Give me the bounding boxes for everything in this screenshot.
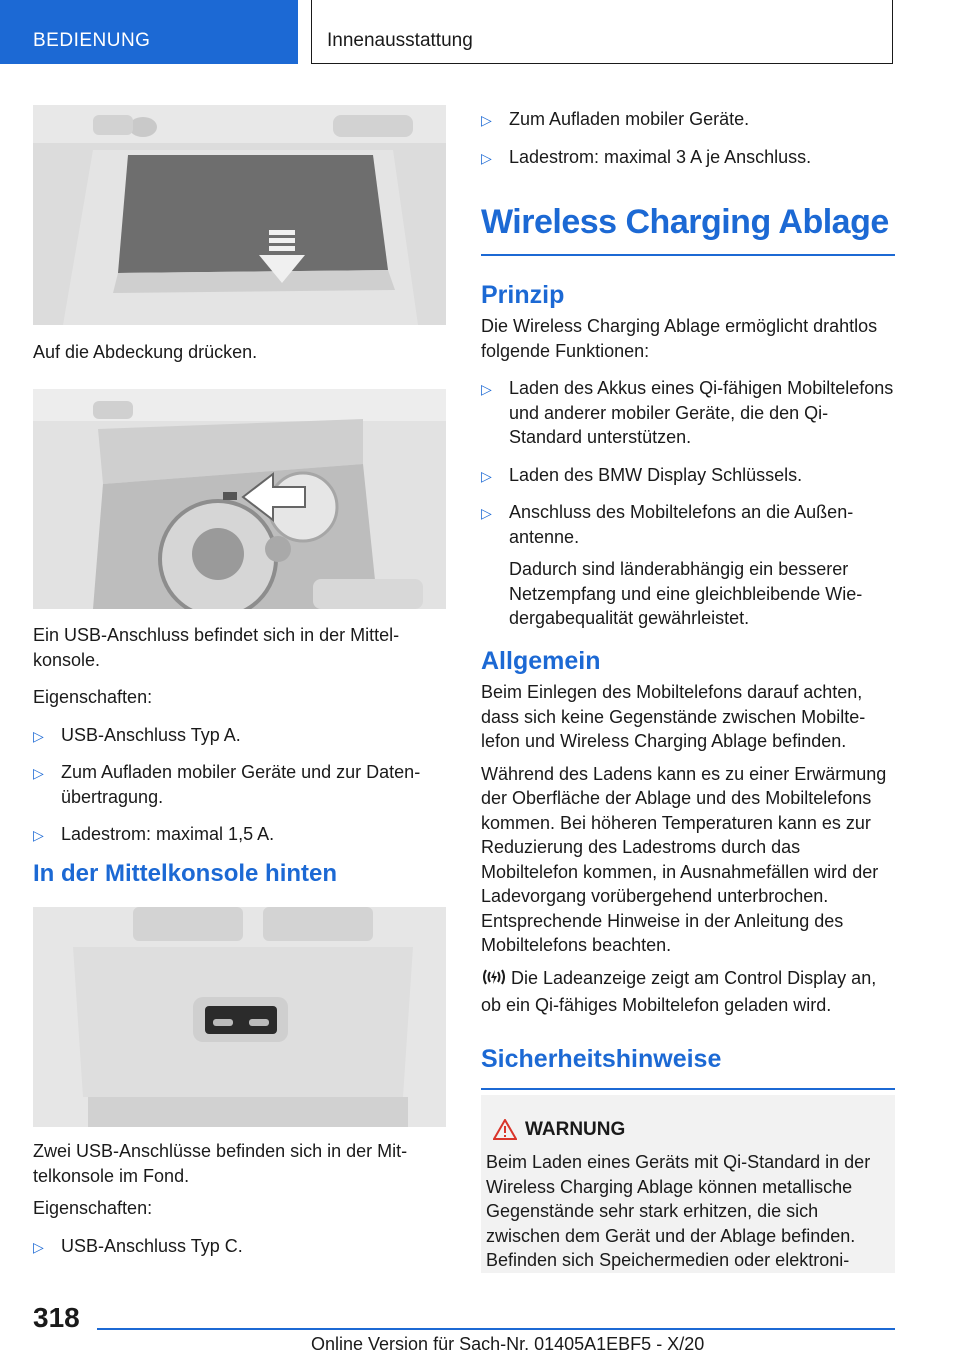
wireless-charging-icon <box>481 967 511 994</box>
allgemein-paragraph-1: Beim Einlegen des Mobiltelefons darauf achten, dass sich keine Gegenstände zwischen Mobiltelefon und Wireless Charging Ablage befinden. <box>481 682 866 751</box>
list-item: ▷ Anschluss des Mobiltelefons an die Außenantenne. <box>481 502 854 547</box>
allgemein-paragraph-2: Während des Ladens kann es zu einer Erwärmung der Oberfläche der Ablage und des Mobiltelefons kommen. Bei höheren Temperaturen kann es zur Reduzierung des Ladestroms durch das Mobiltelefon kommen, in Ausnahmefällen wird der Ladevorgang vorübergehend unterbrochen. Entsprechende Hinweise in der Anleitung des Mobiltelefons beachten. <box>481 763 887 955</box>
section-tab <box>0 0 298 64</box>
triangle-right-icon: ▷ <box>33 765 44 781</box>
allgemein-paragraph-3: Die Ladeanzeige zeigt am Control Display an, ob ein Qi-fähiges Mobiltelefon geladen wird. <box>481 967 877 1015</box>
triangle-right-icon: ▷ <box>481 467 492 484</box>
section-heading: Wireless Charging Ablage <box>481 203 889 241</box>
prinzip-note: Dadurch sind länderabhängig ein besserer Netzempfang und eine gleichbleibende Wiedergabequalität gewährleistet. <box>509 559 863 628</box>
section-title: BEDIENUNG <box>33 30 151 51</box>
list-item: ▷ Laden des BMW Display Schlüssels. <box>481 463 895 488</box>
front-usb-block <box>33 623 447 847</box>
allgemein-block <box>481 647 895 1018</box>
list-item: ▷ Zum Aufladen mobiler Geräte und zur Datenübertragung. <box>33 762 421 807</box>
list-item: ▷ USB-Anschluss Typ C. <box>33 1234 447 1259</box>
prinzip-text: Die Wireless Charging Ablage ermöglicht drahtlos folgende Funktionen: <box>481 316 878 361</box>
usb-c-caption: Zwei USB-Anschlüsse befinden sich in der Mittelkonsole im Fond. <box>33 1141 408 1186</box>
triangle-right-icon: ▷ <box>481 381 492 397</box>
triangle-right-icon: ▷ <box>481 112 492 128</box>
heading-rule <box>481 254 895 256</box>
triangle-right-icon: ▷ <box>33 1238 44 1255</box>
list-item: ▷ Ladestrom: maximal 1,5 A. <box>33 822 447 847</box>
warning-label: WARNUNG <box>525 1119 626 1140</box>
page-number: 318 <box>33 1302 80 1333</box>
rear-console-heading: In der Mittelkonsole hinten <box>33 860 338 887</box>
footer-version: Online Version für Sach-Nr. 01405A1EBF5 - X/20 <box>311 1334 705 1354</box>
warning-text: Beim Laden eines Geräts mit Qi-Standard in der Wireless Charging Ablage können metallische Gegenstände sehr stark erhitzen, die sich zwischen dem Gerät und der Ablage befinden. Befinden sich Speichermedien oder elektroni- <box>486 1152 871 1270</box>
warning-box <box>481 1095 895 1273</box>
safety-heading: Sicherheitshinweise <box>481 1045 722 1073</box>
triangle-right-icon: ▷ <box>481 505 492 521</box>
usb-a-caption: Ein USB-Anschluss befindet sich in der Mittelkonsole. <box>33 625 400 670</box>
properties-label: Eigenschaften: <box>33 687 153 707</box>
list-item: ▷ Laden des Akkus eines Qi-fähigen Mobiltelefons und anderer mobiler Geräte, die den Qi-Standard unterstützen. <box>481 378 894 447</box>
list-item: ▷ Zum Aufladen mobiler Geräte. <box>481 107 895 132</box>
chapter-title: Innenausstattung <box>327 30 473 51</box>
list-item: ▷ USB-Anschluss Typ A. <box>33 723 447 748</box>
allgemein-heading: Allgemein <box>481 647 601 675</box>
usb-a-photo <box>33 389 446 609</box>
rear-usb-c-photo <box>33 907 446 1127</box>
prinzip-heading: Prinzip <box>481 281 565 309</box>
warning-triangle-icon <box>493 1119 517 1145</box>
cover-caption: Auf die Abdeckung drücken. <box>33 342 258 362</box>
list-item: ▷ Ladestrom: maximal 3 A je Anschluss. <box>481 145 895 170</box>
usb-c-properties <box>481 107 895 169</box>
properties-label: Eigenschaften: <box>33 1198 153 1218</box>
triangle-right-icon: ▷ <box>481 149 492 166</box>
triangle-right-icon: ▷ <box>33 727 44 744</box>
triangle-right-icon: ▷ <box>33 827 44 843</box>
footer-rule <box>97 1328 895 1330</box>
chapter-tab <box>311 0 893 64</box>
safety-rule <box>481 1088 895 1090</box>
cover-photo <box>33 105 446 325</box>
rear-usb-block <box>33 1139 447 1258</box>
cover-caption-block <box>33 340 447 365</box>
prinzip-block <box>481 281 895 631</box>
